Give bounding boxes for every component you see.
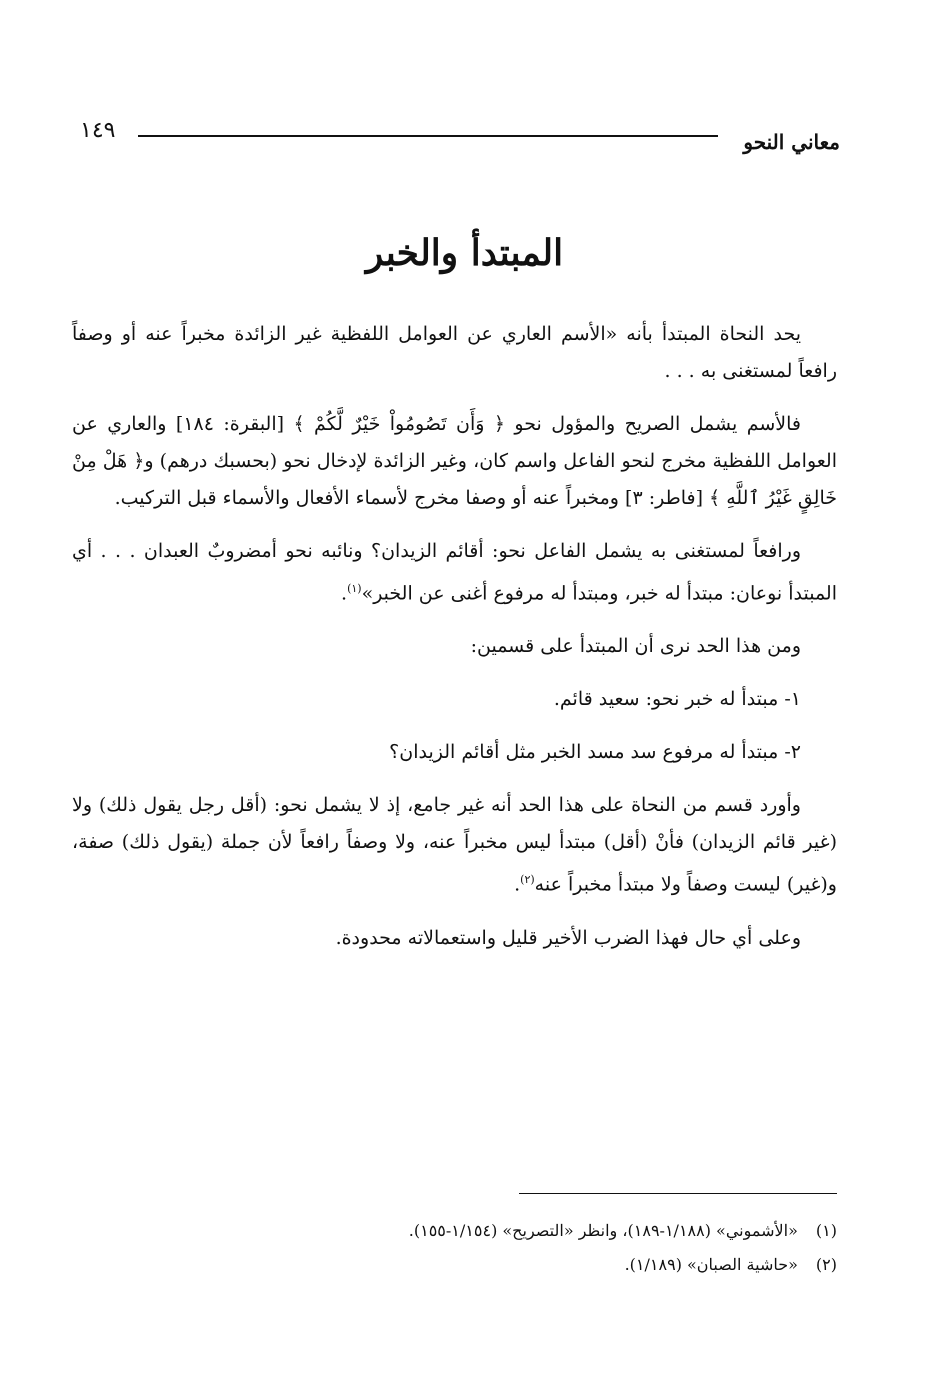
page-number: ١٤٩ [80, 118, 116, 143]
footnote-reference[interactable]: (٢) [520, 873, 535, 887]
footnote-text: «الأشموني» (١/١٨٨-١٨٩)، وانظر «التصريح» (١/١٥٤-١٥٥). [408, 1221, 798, 1240]
page-header [80, 118, 840, 158]
chapter-title: المبتدأ والخبر [365, 232, 564, 274]
footnote-number: (٢) [815, 1255, 837, 1274]
list-item [72, 681, 837, 718]
paragraph-text: فالأسم يشمل الصريح والمؤول نحو ﴿ وَأَن تَصُومُواْ خَيْرٌ لَّكُمْ ﴾ [البقرة: ١٨٤] والعاري عن العوامل اللفظية مخرج لنحو الفاعل واسم كان، وغير الزائدة لإدخال نحو (بحسبك درهم) و﴿ هَلْ مِنْ خَالِقٍ غَيْرُ ٱللَّهِ ﴾ [فاطر: ٣] ومخبراً عنه أو وصفا مخرج لأسماء الأفعال والأسماء قبل التركيب. [72, 413, 837, 509]
paragraph-text: ورافعاً لمستغنى به يشمل الفاعل نحو: أقائم الزيدان؟ ونائبه نحو أمضروبٌ العبدان . . . أي المبتدأ نوعان: مبتدأ له خبر، ومبتدأ له مرفوع أغنى عن الخبر» [72, 540, 837, 605]
list-item-text: ٢- مبتدأ له مرفوع سد مسد الخبر مثل أقائم الزيدان؟ [389, 741, 801, 764]
header-rule [138, 135, 718, 137]
paragraph [72, 316, 837, 390]
paragraph-text: يحد النحاة المبتدأ بأنه «الأسم العاري عن العوامل اللفظية غير الزائدة مخبراً عنه أو وصفاً رافعاً لمستغنى به . . . [72, 323, 837, 382]
paragraph-text: ومن هذا الحد نرى أن المبتدأ على قسمين: [470, 635, 801, 658]
footnotes [137, 1214, 837, 1282]
footnote [137, 1248, 837, 1282]
footnote-number: (١) [815, 1221, 837, 1240]
paragraph [72, 406, 837, 517]
paragraph-text: وأورد قسم من النحاة على هذا الحد أنه غير جامع، إذ لا يشمل نحو: (أقل رجل يقول ذلك) ولا (غير قائم الزيدان) فأنْ (أقل) مبتدأ ليس مخبراً عنه، ولا وصفاً رافعاً لأن جملة (يقول ذلك) صفة، و(غير) ليست وصفاً ولا مبتدأ مخبراً عنه [72, 794, 837, 896]
paragraph [72, 533, 837, 612]
footnote-divider [519, 1193, 837, 1194]
footnote-reference[interactable]: (١) [347, 582, 362, 595]
paragraph [72, 787, 837, 903]
footnote-text: «حاشية الصبان» (١/١٨٩). [624, 1255, 798, 1274]
list-item [72, 734, 837, 771]
footnote [137, 1214, 837, 1248]
paragraph-text: وعلى أي حال فهذا الضرب الأخير قليل واستعمالاته محدودة. [335, 926, 801, 949]
running-title: معاني النحو [743, 130, 840, 154]
list-item-text: ١- مبتدأ له خبر نحو: سعيد قائم. [553, 688, 801, 711]
paragraph-end-punctuation: . [341, 582, 348, 605]
paragraph-end-punctuation: . [514, 873, 521, 896]
body-text [72, 316, 837, 973]
paragraph [72, 920, 837, 957]
paragraph [72, 628, 837, 665]
